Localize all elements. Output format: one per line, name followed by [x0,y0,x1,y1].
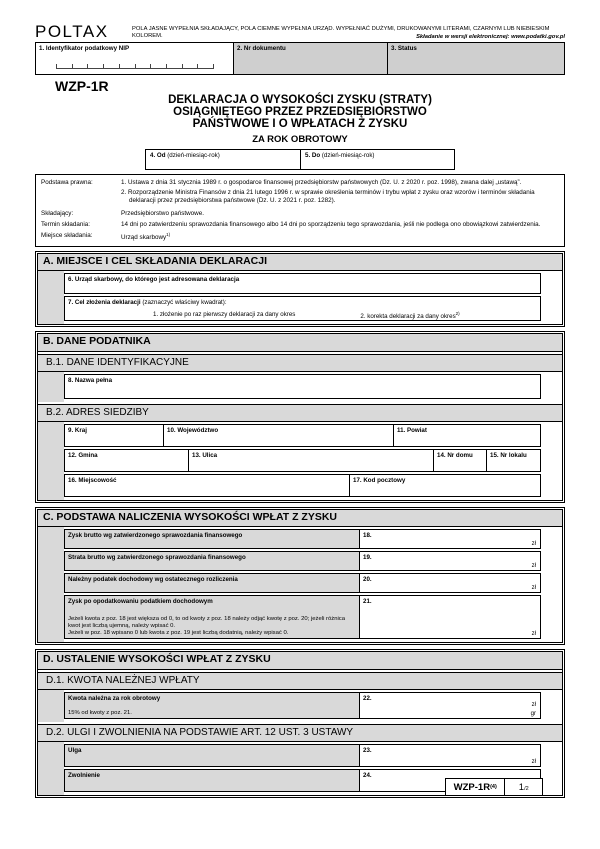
field-20-input[interactable] [359,573,541,593]
address-row-1 [64,424,541,447]
deadline-text: 14 dni po zatwierdzeniu sprawozdania finansowego albo 14 dni po sporządzeniu tego sprawozdania, jeśli nie podlega ono obowiązkowi zatwierdzenia. [121,221,541,229]
form-symbol: WZP-1R [55,78,109,94]
section-d1-body [38,690,562,722]
section-b2-title: B.2. ADRES SIEDZIBY [38,404,562,422]
option-correction-footnote-ref: 2) [455,310,460,316]
field-23-unit: zł [531,758,536,765]
form-title-line3: PAŃSTWOWE I O WPŁATACH Z ZYSKU [192,117,408,130]
field-8-label: 8. Nazwa pełna [68,376,113,384]
nip-field-label: 1. Identyfikator podatkowy NIP [39,45,130,52]
place-footnote-ref: 1) [166,232,171,238]
form-header [35,18,565,40]
period-from-label: 4. Od [150,151,166,159]
field-23-number: 23. [363,746,372,754]
section-d1-title: D.1. KWOTA NALEŻNEJ WPŁATY [38,672,562,690]
section-b [35,331,565,503]
field-24-number: 24. [363,771,372,779]
legal-basis-item2: 2. Rozporządzenie Ministra Finansów z dnia 21 lutego 1996 r. w sprawie określenia terminów i trybu wpłat z zysku oraz wzorów i terminów składania deklaracji przez przedsiębiorstwa państwowe (Dz. U. z 2021 r. poz. 1282). [121,188,535,204]
nip-field[interactable] [36,43,233,74]
section-d [35,649,565,798]
field-16-miejscowosc[interactable]: 16. Miejscowość [64,474,350,497]
field-7-hint: (zaznaczyć właściwy kwadrat): [142,299,227,307]
row-21-notes [68,616,355,638]
field-19-unit: zł [531,563,536,570]
section-a-body [38,271,562,324]
fill-instructions-line1: POLA JASNE WYPEŁNIA SKŁADAJĄCY, POLA CIEMNE WYPEŁNIA URZĄD. WYPEŁNIAĆ DUŻYMI, DRUKOWANYMI LITERAMI, CZARNYM LUB NIEBIESKIM [132,26,550,33]
section-c [35,507,565,646]
address-row-3 [64,474,541,497]
field-10-wojewodztwo[interactable]: 10. Województwo [163,424,394,447]
filer-row [41,210,556,218]
row-21-note1: Jeżeli kwota z poz. 18 jest większa od 0, to od kwoty z poz. 18 należy odjąć kwotę z poz. 20; jeżeli różnica kwot jest liczbą ujemną, należy wpisać 0. [68,615,346,629]
row-20-label: Należny podatek dochodowy wg ostatecznego rozliczenia [64,573,360,593]
field-21-number: 21. [363,598,372,606]
field-19-input[interactable] [359,551,541,571]
field-23-input[interactable] [359,744,541,767]
row-24-label: Zwolnienie [64,769,360,792]
field-11-powiat[interactable]: 11. Powiat [393,424,541,447]
period-to-hint: (dzień-miesiąc-rok) [321,151,375,159]
place-label: Miejsce składania: [41,232,93,240]
section-b1-body [38,372,562,402]
field-15-nr-lokalu[interactable]: 15. Nr lokalu [486,449,541,472]
document-number-label: 2. Nr dokumentu [237,45,286,52]
form-subtitle: ZA ROK OBROTOWY [252,133,348,145]
field-12-gmina[interactable]: 12. Gmina [64,449,189,472]
field-17-kod-pocztowy[interactable]: 17. Kod pocztowy [349,474,541,497]
row-zysk-brutto [64,529,541,549]
field-22-unit-gr: gr [530,710,536,717]
field-18-number: 18. [363,532,372,540]
place-text: Urząd skarbowy$^{1)}$ [121,232,171,242]
filer-text: Przedsiębiorstwo państwowe. [121,210,204,218]
filer-label: Składający: [41,210,74,218]
row-21-label: Zysk po opodatkowaniu podatkiem dochodowym Jeżeli kwota z poz. 18 jest większa od 0, to od kwoty z poz. 18 należy odjąć kwotę z poz. 20; jeżeli różnica kwot jest liczbą ujemną, należy wpisać 0. Jeżeli w poz. 18 wpisano 0 lub kwota z poz. 19 jest liczbą dodatnią, należy wpisać 0. [64,595,360,639]
nip-input-comb[interactable] [56,64,214,69]
section-c-title: C. PODSTAWA NALICZENIA WYSOKOŚCI WPŁAT Z ZYSKU [38,510,562,528]
footer-page-total: /2 [524,786,529,792]
form-title-line1: DEKLARACJA O WYSOKOŚCI ZYSKU (STRATY) [168,94,432,107]
field-22-unit-zl: zł [531,701,536,708]
row-kwota-nalezna [64,692,541,719]
row-strata-brutto [64,551,541,571]
period-to-label: 5. Do [305,151,321,159]
field-7-label: 7. Cel złożenia deklaracji (zaznaczyć właściwy kwadrat): [68,299,227,307]
field-22-input[interactable] [359,692,541,719]
period-from-hint: (dzień-miesiąc-rok) [167,151,220,159]
field-21-input[interactable] [359,595,541,639]
field-18-input[interactable] [359,529,541,549]
address-row-2 [64,449,541,472]
row-22-label: Kwota należna za rok obrotowy 15% od kwoty z poz. 21. [64,692,360,719]
option-first-declaration[interactable]: 1. złożenie po raz pierwszy deklaracji za dany okres [153,310,296,318]
row-18-label: Zysk brutto wg zatwierdzonego sprawozdania finansowego [64,529,360,549]
fill-instructions-line2: KOLOREM. [132,33,163,40]
field-7-options [65,311,540,320]
field-18-unit: zł [531,541,536,548]
field-8-nazwa-pelna[interactable] [64,374,541,399]
status-field[interactable] [387,43,564,74]
footer-box [445,778,543,796]
field-7-cel-zlozenia [64,296,541,321]
id-header-table [35,42,565,75]
field-6-urzad-skarbowy[interactable] [64,273,541,294]
header-instructions-block [132,26,565,40]
legal-basis-item1: 1. Ustawa z dnia 31 stycznia 1989 r. o gospodarce finansowej przedsiębiorstw państwowych (Dz. U. z 2020 r. poz. 1998), zwana dalej „ustawą”. [121,178,522,186]
row-zysk-po-opodatkowaniu [64,595,541,639]
period-table [145,149,455,170]
field-20-unit: zł [531,585,536,592]
row-23-label: Ulga [64,744,360,767]
field-19-number: 19. [363,554,372,562]
field-21-unit: zł [531,631,536,638]
deadline-row [41,221,556,229]
row-ulga [64,744,541,767]
section-c-body [38,527,562,642]
form-title [35,95,565,130]
field-20-number: 20. [363,576,372,584]
field-22-number: 22. [363,694,372,702]
field-14-nr-domu[interactable]: 14. Nr domu [433,449,487,472]
section-a [35,251,565,328]
document-number-field[interactable] [233,43,387,74]
legal-basis-text [121,179,556,208]
row-22-note: 15% od kwoty z poz. 21. [68,709,132,716]
row-19-label: Strata brutto wg zatwierdzonego sprawozdania finansowego [64,551,360,571]
footer-form-code: WZP-1R (4) [446,779,505,795]
option-correction[interactable]: 2. korekta deklaracji za dany okres$^{2)}$ [360,310,460,320]
deadline-label: Termin składania: [41,221,90,229]
section-b-title: B. DANE PODATNIKA [38,334,562,352]
row-21-note2: Jeżeli w poz. 18 wpisano 0 lub kwota z poz. 19 jest liczbą dodatnią, należy wpisać 0. [68,630,289,637]
status-label: 3. Status [391,45,417,52]
footer-page-indicator: 1 /2 [518,781,529,793]
row-podatek-dochodowy [64,573,541,593]
form-title-line2: OSIĄGNIĘTEGO PRZEZ PRZEDSIĘBIORSTWO [173,106,427,119]
period-to-field[interactable] [300,150,454,169]
section-b2-body [38,422,562,500]
section-d-title: D. USTALENIE WYSOKOŚCI WPŁAT Z ZYSKU [38,652,562,670]
place-row [41,232,556,242]
field-9-kraj[interactable]: 9. Kraj [64,424,164,447]
legal-basis-row [41,179,556,208]
section-b1-title: B.1. DANE IDENTYFIKACYJNE [38,354,562,372]
footer-form-version: (4) [490,784,497,790]
field-6-label: 6. Urząd skarbowy, do którego jest adresowana deklaracja [68,276,240,284]
legal-info-box [35,174,565,247]
section-a-title: A. MIEJSCE I CEL SKŁADANIA DEKLARACJI [38,254,562,272]
section-d2-title: D.2. ULGI I ZWOLNIENIA NA PODSTAWIE ART. 12 UST. 3 USTAWY [38,724,562,742]
poltax-logo: POLTAX [35,22,109,41]
field-13-ulica[interactable]: 13. Ulica [188,449,434,472]
period-from-field[interactable] [146,150,300,169]
efiling-note: Składanie w wersji elektronicznej: www.podatki.gov.pl [416,34,565,40]
legal-basis-label: Podstawa prawna: [41,178,93,186]
